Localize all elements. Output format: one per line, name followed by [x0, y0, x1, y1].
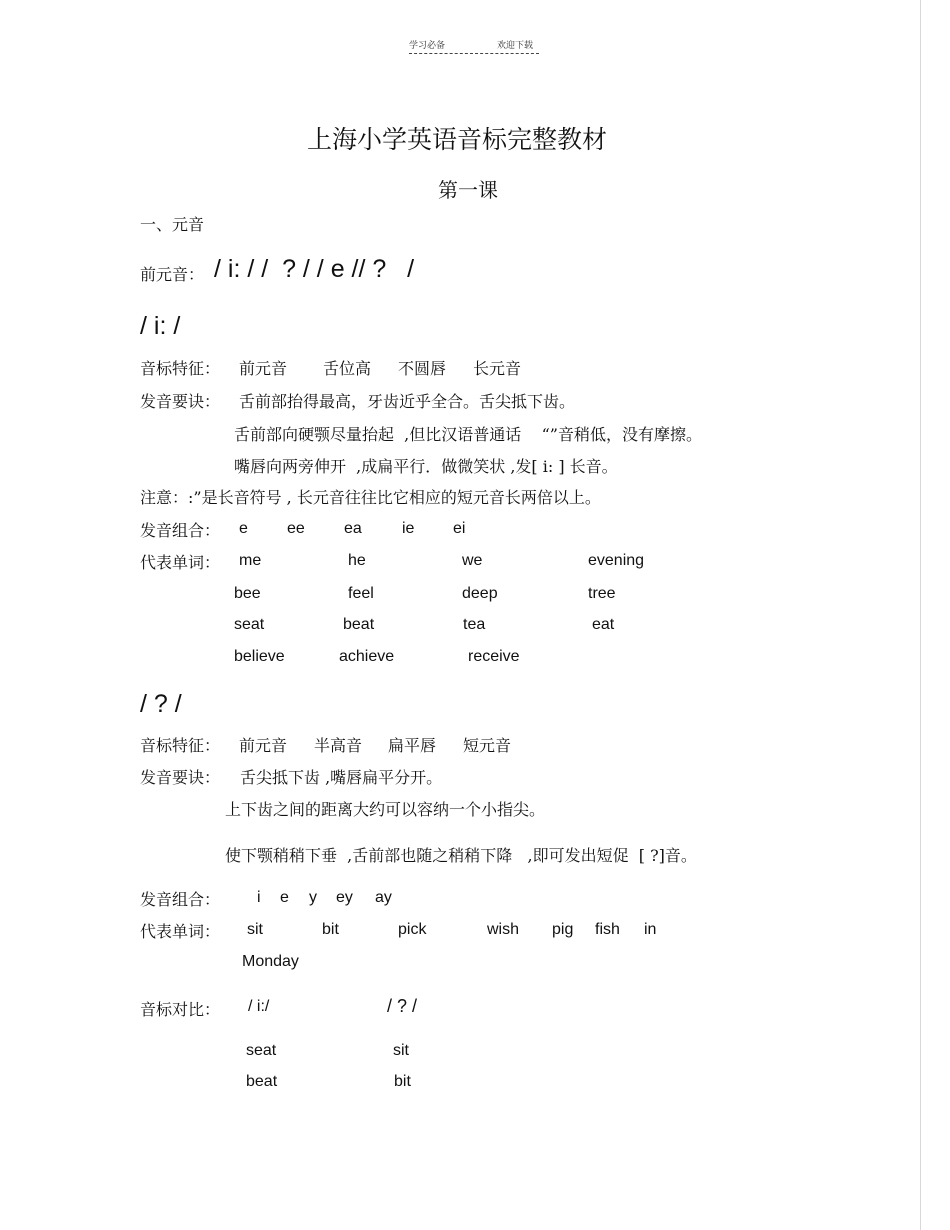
ii-note: 注意：:”是长音符号 , 长元音往往比它相应的短元音长两倍以上。 [140, 488, 601, 507]
ii-word: tree [588, 585, 616, 602]
ii-word: receive [468, 648, 520, 665]
ii-feature: 舌位高 [323, 359, 372, 378]
ii-word: believe [234, 648, 285, 665]
i-word: pick [398, 921, 427, 938]
ii-word: feel [348, 585, 374, 602]
i-word: pig [552, 921, 574, 938]
i-feature: 前元音 [239, 736, 288, 755]
section-heading: 一、元音 [140, 215, 205, 234]
i-tip: 使下颚稍稍下垂 ,舌前部也随之稍稍下降 ,即可发出短促 [ ?]音。 [225, 846, 697, 865]
i-feature-label: 音标特征： [140, 736, 221, 755]
ii-tips-label: 发音要诀： [140, 392, 221, 411]
ii-word: evening [588, 552, 645, 569]
lesson-title: 第一课 [438, 178, 498, 202]
ii-feature: 前元音 [239, 359, 288, 378]
i-combo: e [280, 889, 289, 906]
ii-word: beat [343, 616, 375, 633]
ii-word: tea [463, 616, 486, 633]
i-word: in [644, 921, 657, 938]
ii-tip: 嘴唇向两旁伸开 ,成扁平行．做微笑状 ,发[ i: ] 长音。 [234, 457, 618, 476]
i-combo: ey [336, 889, 353, 906]
ii-word: achieve [339, 648, 395, 665]
i-word: Monday [242, 953, 299, 970]
ii-tip: 舌前部抬得最高，牙齿近乎全合。舌尖抵下齿。 [239, 392, 576, 411]
ii-word: deep [462, 585, 498, 602]
compare-cell: bit [394, 1073, 411, 1090]
i-words-label: 代表单词： [140, 922, 221, 941]
compare-label: 音标对比： [140, 1000, 221, 1019]
ii-combo: e [239, 520, 248, 537]
i-word: bit [322, 921, 339, 938]
page-title: 上海小学英语音标完整教材 [307, 125, 608, 154]
compare-col1-header: / i:/ [248, 998, 270, 1015]
ii-feature: 长元音 [473, 359, 522, 378]
i-tips-label: 发音要诀： [140, 768, 221, 787]
i-combo: ay [375, 889, 392, 906]
ii-word: seat [234, 616, 265, 633]
ii-word: me [239, 552, 262, 569]
ii-combo-label: 发音组合： [140, 521, 221, 540]
front-vowels-label: 前元音： [140, 265, 205, 284]
i-word: sit [247, 921, 263, 938]
i-feature: 扁平唇 [388, 736, 437, 755]
page-edge [920, 0, 921, 1230]
i-word: fish [595, 921, 620, 938]
i-feature: 短元音 [463, 736, 512, 755]
i-combo: y [309, 889, 317, 906]
compare-cell: sit [393, 1042, 409, 1059]
header-divider [409, 53, 539, 54]
ii-heading: / i: / [140, 312, 181, 340]
compare-col2-header: / ? / [387, 996, 418, 1016]
ii-feature: 不圆唇 [398, 359, 447, 378]
compare-cell: seat [246, 1042, 277, 1059]
header-left: 学习必备 [409, 41, 446, 51]
ii-feature-label: 音标特征： [140, 359, 221, 378]
ii-combo: ie [402, 520, 415, 537]
ii-tip: 舌前部向硬颚尽量抬起 ,但比汉语普通话 “”音稍低，没有摩擦。 [234, 425, 702, 444]
ii-words-label: 代表单词： [140, 553, 221, 572]
i-feature: 半高音 [314, 736, 363, 755]
ii-word: he [348, 552, 366, 569]
ii-combo: ei [453, 520, 466, 537]
ii-word: bee [234, 585, 261, 602]
ii-word: we [462, 552, 483, 569]
i-combo-label: 发音组合： [140, 890, 221, 909]
compare-cell: beat [246, 1073, 278, 1090]
i-word: wish [487, 921, 520, 938]
header-right: 欢迎下载 [497, 41, 534, 51]
i-heading: / ? / [140, 690, 182, 718]
i-tip: 舌尖抵下齿 ,嘴唇扁平分开。 [240, 768, 443, 787]
i-tip: 上下齿之间的距离大约可以容纳一个小指尖。 [225, 800, 546, 819]
ii-word: eat [592, 616, 615, 633]
front-vowels-symbols: / i: / / ? / / e // ? / [214, 255, 415, 283]
i-combo: i [257, 889, 261, 906]
ii-combo: ea [344, 520, 362, 537]
ii-combo: ee [287, 520, 305, 537]
